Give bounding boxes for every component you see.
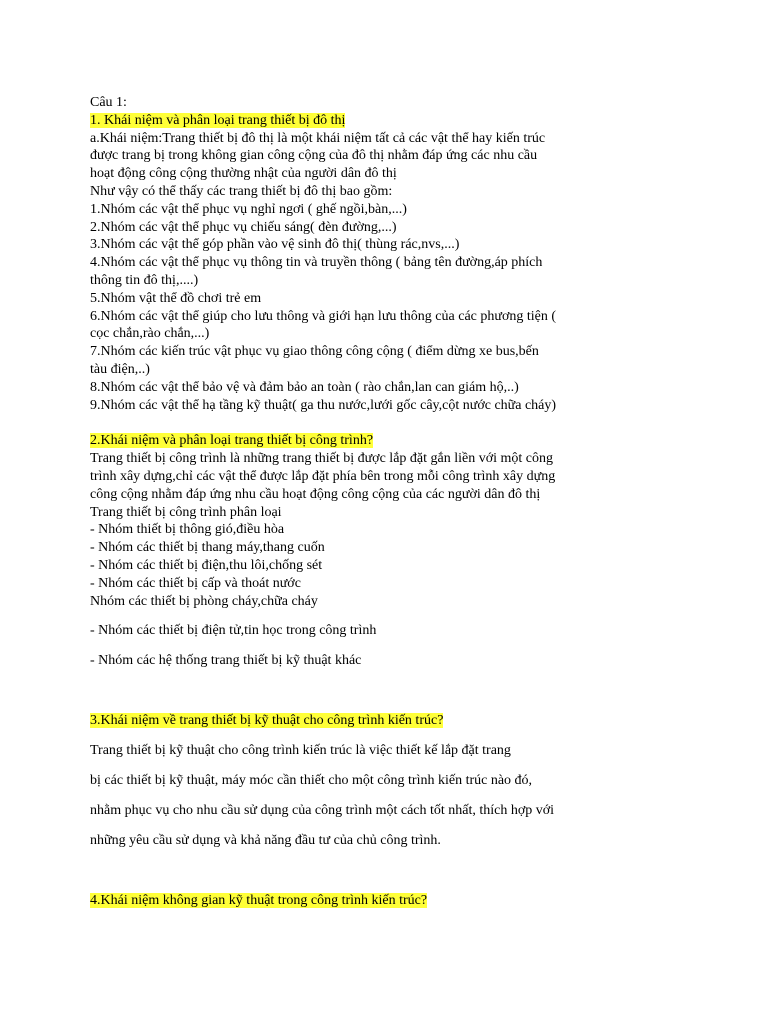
list-item: thông tin đô thị,....) bbox=[90, 272, 199, 288]
list-item: 5.Nhóm vật thể đồ chơi trẻ em bbox=[90, 290, 262, 306]
section-1-heading: 1. Khái niệm và phân loại trang thiết bị đô thị bbox=[90, 112, 346, 128]
text-line: Trang thiết bị công trình là những trang thiết bị được lắp đặt gắn liền với một công bbox=[90, 451, 553, 467]
list-item: 7.Nhóm các kiến trúc vật phục vụ giao thông công cộng ( điểm dừng xe bus,bến bbox=[90, 344, 539, 360]
list-item: 9.Nhóm các vật thể hạ tầng kỹ thuật( ga thu nước,lưới gốc cây,cột nước chữa cháy) bbox=[90, 397, 557, 413]
list-item: tàu điện,..) bbox=[90, 361, 150, 377]
section-1-body bbox=[90, 130, 610, 415]
text-line: trình xây dựng,chỉ các vật thể được lắp đặt phía bên trong mỗi công trình xây dựng bbox=[90, 468, 556, 484]
list-item: - Nhóm các thiết bị điện tử,tin học trong công trình bbox=[90, 623, 377, 639]
list-item: 1.Nhóm các vật thể phục vụ nghỉ ngơi ( ghế ngồi,bàn,...) bbox=[90, 201, 407, 217]
text-line: hoạt động công cộng thường nhật của người dân đô thị bbox=[90, 166, 397, 182]
list-item: cọc chắn,rào chắn,...) bbox=[90, 326, 210, 342]
text-line: nhằm phục vụ cho nhu cầu sử dụng của công trình một cách tốt nhất, thích hợp với bbox=[90, 802, 555, 818]
list-item: Nhóm các thiết bị phòng cháy,chữa cháy bbox=[90, 593, 318, 609]
text-line: a.Khái niệm:Trang thiết bị đô thị là một khái niệm tất cả các vật thể hay kiến trúc bbox=[90, 130, 546, 146]
list-item: 6.Nhóm các vật thể giúp cho lưu thông và giới hạn lưu thông của các phương tiện ( bbox=[90, 308, 557, 324]
text-line: được trang bị trong không gian công cộng của đô thị nhằm đáp ứng các nhu cầu bbox=[90, 148, 538, 164]
section-3-heading: 3.Khái niệm về trang thiết bị kỹ thuật cho công trình kiến trúc? bbox=[90, 712, 444, 728]
document-body bbox=[90, 94, 610, 910]
text-line: Như vậy có thể thấy các trang thiết bị đô thị bao gồm: bbox=[90, 183, 393, 199]
question-label: Câu 1: bbox=[90, 95, 127, 110]
list-item: - Nhóm các thiết bị cấp và thoát nước bbox=[90, 575, 301, 591]
list-item: 3.Nhóm các vật thể góp phần vào vệ sinh đô thị( thùng rác,nvs,...) bbox=[90, 237, 460, 253]
section-3-body bbox=[90, 736, 610, 856]
section-4-heading: 4.Khái niệm không gian kỹ thuật trong công trình kiến trúc? bbox=[90, 892, 428, 908]
section-2-body bbox=[90, 450, 610, 670]
text-line: bị các thiết bị kỹ thuật, máy móc cần thiết cho một công trình kiến trúc nào đó, bbox=[90, 772, 533, 788]
list-item: 8.Nhóm các vật thể bảo vệ và đảm bảo an toàn ( rào chắn,lan can giám hộ,..) bbox=[90, 379, 519, 395]
list-item: 4.Nhóm các vật thể phục vụ thông tin và truyền thông ( bảng tên đường,áp phích bbox=[90, 255, 543, 271]
section-2-heading: 2.Khái niệm và phân loại trang thiết bị công trình? bbox=[90, 433, 374, 449]
list-item: - Nhóm các hệ thống trang thiết bị kỹ thuật khác bbox=[90, 653, 362, 669]
text-line: những yêu cầu sử dụng và khả năng đầu tư của chủ công trình. bbox=[90, 832, 441, 848]
text-line: Trang thiết bị công trình phân loại bbox=[90, 504, 282, 520]
list-item: - Nhóm các thiết bị điện,thu lôi,chống sét bbox=[90, 557, 323, 573]
text-line: công cộng nhằm đáp ứng nhu cầu hoạt động công cộng của các người dân đô thị bbox=[90, 486, 541, 502]
list-item: - Nhóm các thiết bị thang máy,thang cuốn bbox=[90, 540, 325, 556]
text-line: Trang thiết bị kỹ thuật cho công trình kiến trúc là việc thiết kế lắp đặt trang bbox=[90, 742, 511, 758]
list-item: - Nhóm thiết bị thông gió,điều hòa bbox=[90, 522, 285, 538]
list-item: 2.Nhóm các vật thể phục vụ chiếu sáng( đèn đường,...) bbox=[90, 219, 397, 235]
